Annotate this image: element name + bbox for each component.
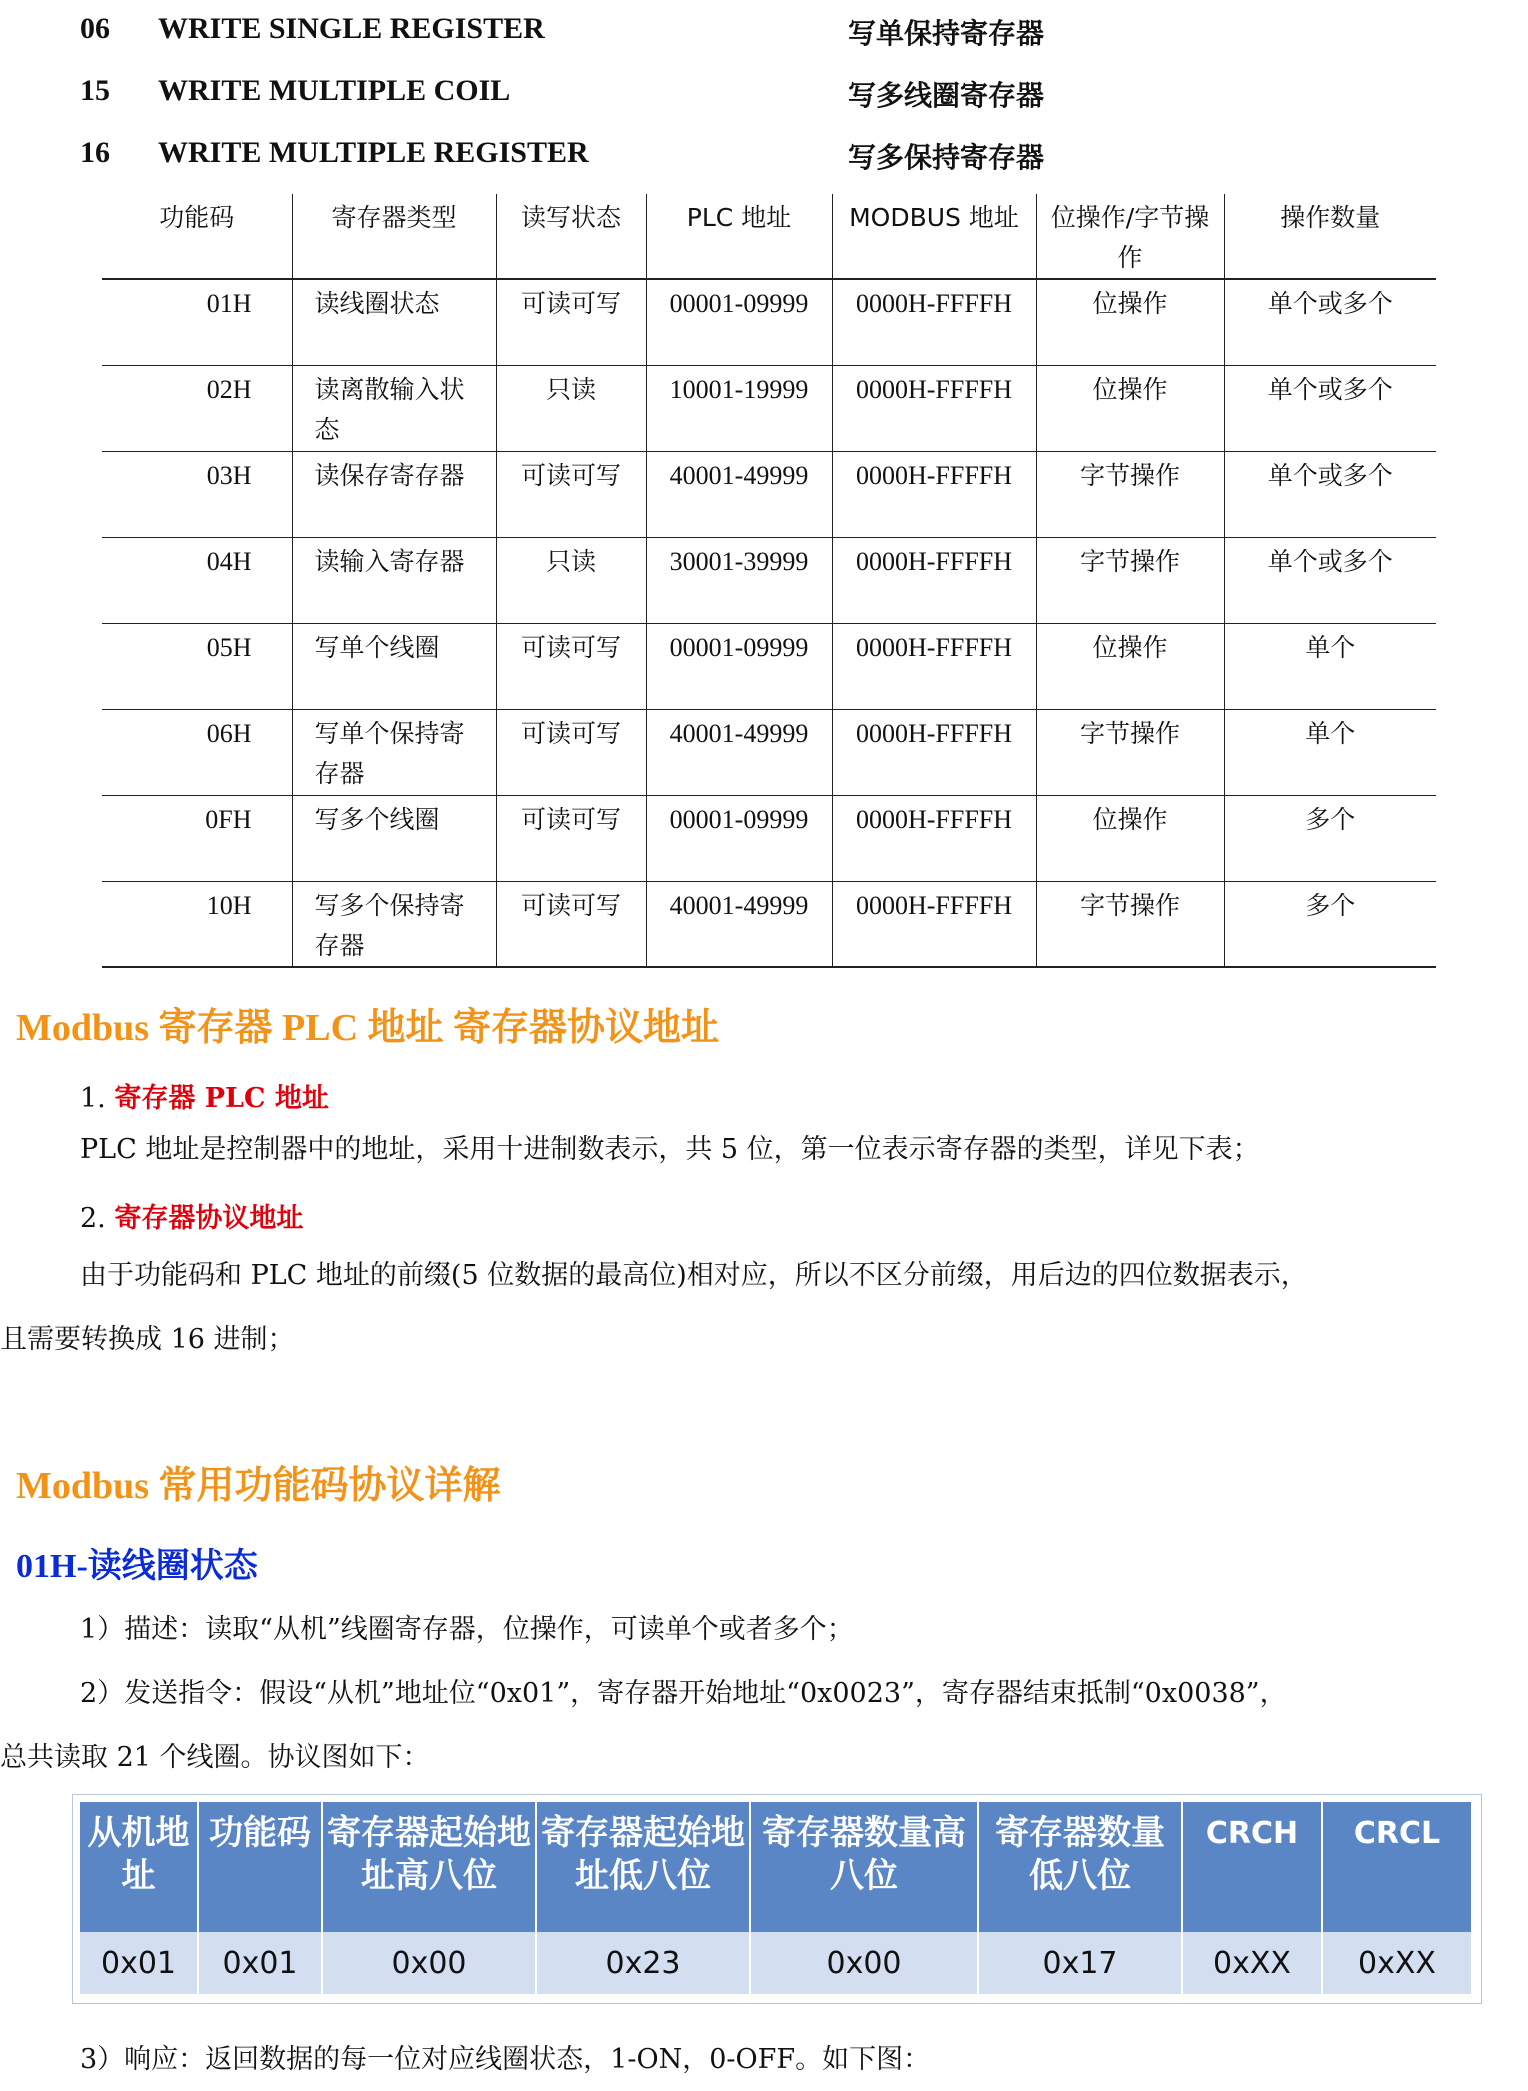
table-row — [102, 279, 1436, 365]
table-cell: 0000H-FFFFH — [832, 365, 1036, 451]
table-cell: 05H — [206, 632, 252, 662]
table-cell: 0000H-FFFFH — [832, 623, 1036, 709]
function-code-number: 16 — [80, 136, 110, 169]
table-cell: 只读 — [496, 365, 646, 451]
table-cell: 0000H-FFFFH — [832, 279, 1036, 365]
protocol-header: 寄存器数量高八位 — [750, 1802, 978, 1932]
table-cell: 01H — [206, 289, 252, 318]
protocol-header: CRCL — [1322, 1802, 1472, 1932]
table-cell: 40001-49999 — [646, 881, 832, 967]
table-cell: 10H — [206, 890, 252, 920]
function-code-number: 06 — [80, 12, 110, 45]
protocol-value: 0x01 — [80, 1932, 198, 1994]
table-cell: 单个或多个 — [1224, 279, 1436, 365]
section-heading-function-codes: Modbus 常用功能码协议详解 — [16, 1465, 501, 1507]
column-header: 位操作/字节操作 — [1036, 194, 1224, 279]
table-cell: 00001-09999 — [646, 795, 832, 881]
protocol-value-row — [80, 1932, 1472, 1994]
table-cell: 字节操作 — [1036, 451, 1224, 537]
protocol-header: 寄存器起始地址低八位 — [536, 1802, 750, 1932]
protocol-header: CRCH — [1182, 1802, 1322, 1932]
subsection-heading: 01H-读线圈状态 — [16, 1548, 258, 1585]
table-cell: 读保存寄存器 — [292, 451, 496, 537]
column-header: PLC 地址 — [646, 194, 832, 279]
column-header: 功能码 — [102, 194, 292, 279]
register-table — [102, 194, 1436, 968]
table-cell: 位操作 — [1036, 795, 1224, 881]
table-cell: 02H — [206, 374, 252, 404]
table-cell: 可读可写 — [496, 279, 646, 365]
function-code-name: WRITE MULTIPLE REGISTER — [158, 136, 589, 169]
function-code-name: WRITE SINGLE REGISTER — [158, 12, 545, 45]
paragraph: 3）响应：返回数据的每一位对应线圈状态，1-ON，0-OFF。如下图： — [80, 2044, 931, 2075]
table-cell: 0000H-FFFFH — [832, 795, 1036, 881]
section-heading-plc-address: Modbus 寄存器 PLC 地址 寄存器协议地址 — [16, 1007, 720, 1049]
table-cell: 00001-09999 — [646, 623, 832, 709]
protocol-header-row — [80, 1802, 1472, 1932]
function-code-number: 15 — [80, 74, 110, 107]
table-row — [102, 451, 1436, 537]
table-cell: 06H — [206, 718, 252, 748]
table-cell: 写单个线圈 — [292, 623, 496, 709]
protocol-value: 0x01 — [198, 1932, 322, 1994]
column-header: 读写状态 — [496, 194, 646, 279]
table-row — [102, 365, 1436, 451]
table-cell: 0000H-FFFFH — [832, 709, 1036, 795]
table-cell: 读输入寄存器 — [292, 537, 496, 623]
table-cell: 10001-19999 — [646, 365, 832, 451]
table-cell: 位操作 — [1036, 623, 1224, 709]
item-title: 寄存器 PLC 地址 — [114, 1083, 329, 1114]
table-row — [102, 795, 1436, 881]
table-cell: 单个或多个 — [1224, 365, 1436, 451]
item-number: 1. — [80, 1083, 106, 1114]
protocol-value: 0x00 — [750, 1932, 978, 1994]
column-header: MODBUS 地址 — [832, 194, 1036, 279]
table-cell: 写多个线圈 — [292, 795, 496, 881]
table-cell: 40001-49999 — [646, 451, 832, 537]
table-cell: 只读 — [496, 537, 646, 623]
function-code-name: WRITE MULTIPLE COIL — [158, 74, 511, 107]
table-header-row — [102, 194, 1436, 279]
table-cell: 单个或多个 — [1224, 537, 1436, 623]
table-row — [102, 709, 1436, 795]
table-cell: 04H — [206, 546, 252, 576]
table-row — [102, 537, 1436, 623]
table-cell: 40001-49999 — [646, 709, 832, 795]
protocol-header: 从机地址 — [80, 1802, 198, 1932]
table-cell: 03H — [206, 460, 252, 490]
table-cell: 单个或多个 — [1224, 451, 1436, 537]
protocol-header: 寄存器起始地址高八位 — [322, 1802, 536, 1932]
paragraph: 1）描述：读取“从机”线圈寄存器，位操作，可读单个或者多个； — [80, 1614, 854, 1645]
table-cell: 写多个保持寄存器 — [292, 881, 496, 967]
function-code-cn: 写多线圈寄存器 — [848, 79, 1045, 112]
table-cell: 00001-09999 — [646, 279, 832, 365]
protocol-value: 0x00 — [322, 1932, 536, 1994]
table-row — [102, 623, 1436, 709]
table-cell: 位操作 — [1036, 279, 1224, 365]
protocol-value: 0x23 — [536, 1932, 750, 1994]
table-cell: 0000H-FFFFH — [832, 451, 1036, 537]
item-number: 2. — [80, 1203, 106, 1234]
table-cell: 位操作 — [1036, 365, 1224, 451]
table-cell: 多个 — [1224, 795, 1436, 881]
table-cell: 字节操作 — [1036, 881, 1224, 967]
item-title: 寄存器协议地址 — [114, 1203, 304, 1234]
table-cell: 单个 — [1224, 709, 1436, 795]
paragraph: 总共读取 21 个线圈。协议图如下： — [0, 1742, 430, 1773]
paragraph: PLC 地址是控制器中的地址，采用十进制数表示，共 5 位，第一位表示寄存器的类型，详见下表； — [80, 1134, 1260, 1165]
protocol-value: 0xXX — [1322, 1932, 1472, 1994]
table-cell: 字节操作 — [1036, 537, 1224, 623]
numbered-item-1 — [80, 1076, 329, 1115]
paragraph: 2）发送指令：假设“从机”地址位“0x01”，寄存器开始地址“0x0023”，寄存器结束抵制“0x0038”， — [80, 1678, 1287, 1709]
table-cell: 0000H-FFFFH — [832, 537, 1036, 623]
protocol-header: 功能码 — [198, 1802, 322, 1932]
table-cell: 读离散输入状态 — [292, 365, 496, 451]
table-cell: 0000H-FFFFH — [832, 881, 1036, 967]
table-cell: 可读可写 — [496, 881, 646, 967]
table-cell: 0FH — [205, 804, 252, 834]
table-cell: 读线圈状态 — [292, 279, 496, 365]
table-cell: 写单个保持寄存器 — [292, 709, 496, 795]
table-cell: 单个 — [1224, 623, 1436, 709]
paragraph: 由于功能码和 PLC 地址的前缀(5 位数据的最高位)相对应，所以不区分前缀，用后边的四位数据表示， — [80, 1260, 1308, 1291]
column-header: 操作数量 — [1224, 194, 1436, 279]
protocol-table — [80, 1802, 1473, 1994]
protocol-header: 寄存器数量低八位 — [978, 1802, 1182, 1932]
function-code-cn: 写单保持寄存器 — [848, 17, 1045, 50]
table-cell: 可读可写 — [496, 795, 646, 881]
protocol-value: 0x17 — [978, 1932, 1182, 1994]
paragraph: 且需要转换成 16 进制； — [0, 1324, 295, 1355]
table-cell: 字节操作 — [1036, 709, 1224, 795]
numbered-item-2 — [80, 1196, 303, 1235]
table-cell: 可读可写 — [496, 623, 646, 709]
function-code-cn: 写多保持寄存器 — [848, 141, 1045, 174]
table-cell: 可读可写 — [496, 451, 646, 537]
table-cell: 可读可写 — [496, 709, 646, 795]
column-header: 寄存器类型 — [292, 194, 496, 279]
protocol-value: 0xXX — [1182, 1932, 1322, 1994]
table-row — [102, 881, 1436, 967]
table-cell: 多个 — [1224, 881, 1436, 967]
table-cell: 30001-39999 — [646, 537, 832, 623]
